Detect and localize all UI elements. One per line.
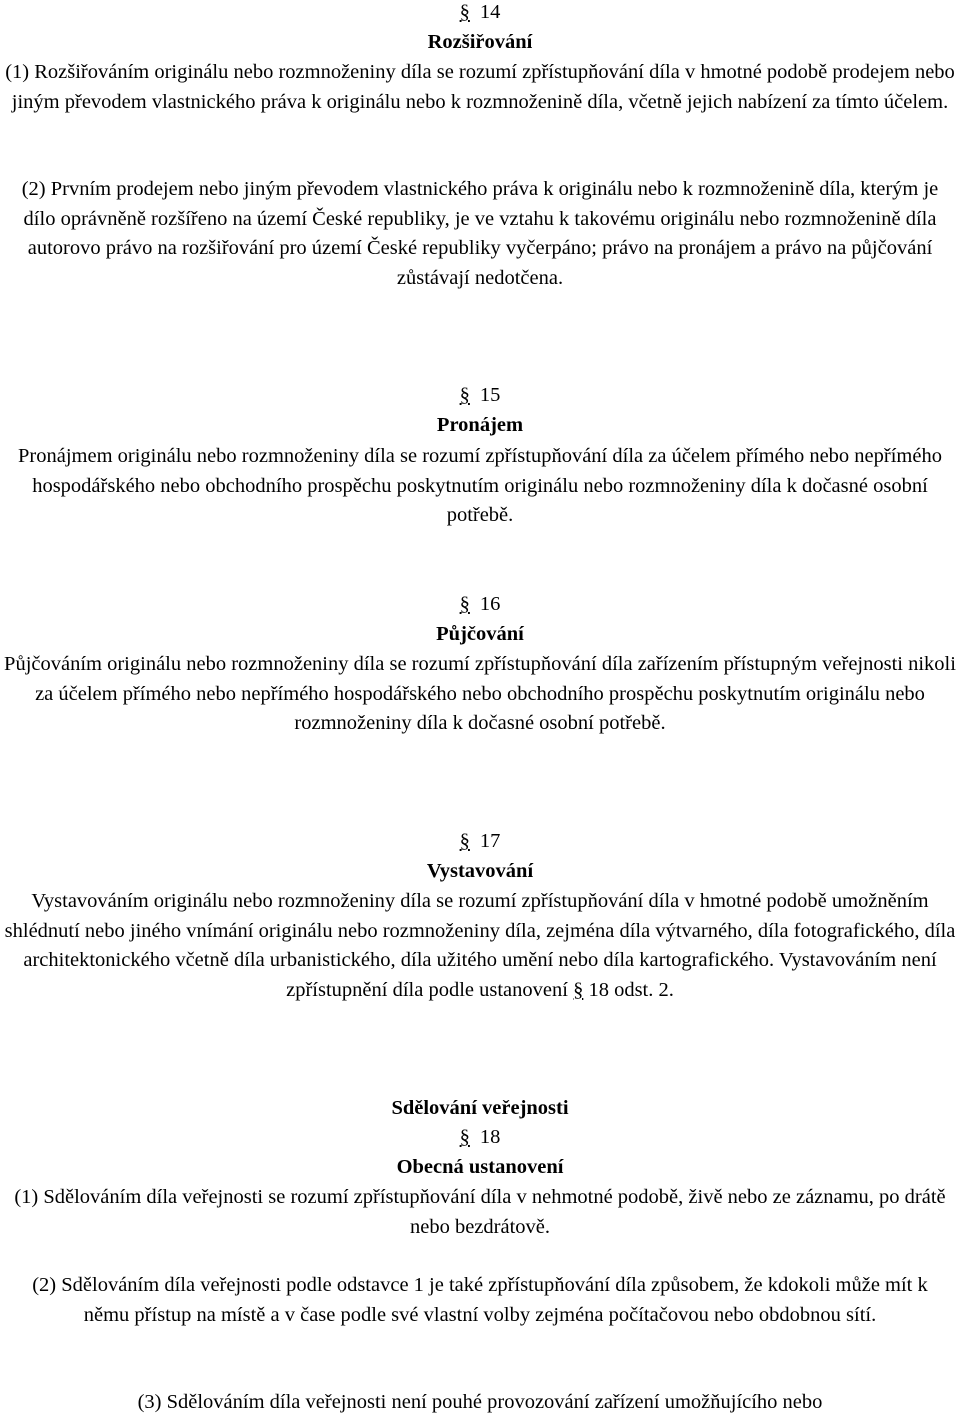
section-sign: § bbox=[459, 830, 470, 852]
section-number: 18 bbox=[479, 1126, 501, 1148]
section-number: 16 bbox=[479, 593, 501, 615]
section-18-paragraph-3: (3) Sdělováním díla veřejnosti není pouhé provozování zařízení umožňujícího nebo bbox=[137, 1391, 823, 1413]
section-15-paragraph-1: Pronájmem originálu nebo rozmnoženiny díla se rozumí zpřístupňování díla za účelem přímého nebo nepřímého hospodářského nebo obchodního prospěchu poskytnutím originálu nebo rozmnoženiny díla k dočasné osobní potřebě. bbox=[18, 445, 942, 527]
section-number: 15 bbox=[479, 384, 501, 406]
section-14-paragraph-1: (1) Rozšiřováním originálu nebo rozmnoženiny díla se rozumí zpřístupňování díla v hmotné podobě prodejem nebo jiným převodem vlastnického práva k originálu nebo k rozmnoženině díla, včetně jejich nabízení za tímto účelem. bbox=[5, 61, 955, 113]
section-17-number bbox=[4, 827, 956, 857]
section-17-paragraph-1 bbox=[4, 887, 956, 1005]
section-sign: § bbox=[459, 1, 470, 23]
section-number: 14 bbox=[479, 1, 501, 23]
section-18-title: Obecná ustanovení bbox=[396, 1156, 564, 1178]
section-18-number bbox=[4, 1123, 956, 1153]
section-15-number bbox=[4, 381, 956, 411]
section-reference-sign: § bbox=[573, 978, 584, 1001]
section-16-title: Půjčování bbox=[436, 623, 524, 645]
section-17-text: Vystavováním originálu nebo rozmnoženiny díla se rozumí zpřístupňování díla v hmotné podobě umožněním shlédnutí nebo jiného vnímání originálu nebo rozmnoženiny díla, zejména díla výtvarného, díla fotografického, díla architektonického včetně díla urbanistického, díla užitého umění nebo díla kartografického. Vystavováním není zpřístupnění díla podle ustanovení bbox=[4, 890, 956, 1001]
section-18-paragraph-1: (1) Sdělováním díla veřejnosti se rozumí zpřístupňování díla v nehmotné podobě, živě nebo ze záznamu, po drátě nebo bezdrátově. bbox=[14, 1186, 946, 1238]
section-17-title: Vystavování bbox=[426, 860, 534, 882]
section-15-title: Pronájem bbox=[436, 414, 524, 436]
section-18-paragraph-2: (2) Sdělováním díla veřejnosti podle odstavce 1 je také zpřístupňování díla způsobem, že kdokoli může mít k němu přístup na místě a v čase podle své vlastní volby zejména počítačovou nebo obdobnou sítí. bbox=[32, 1274, 928, 1326]
section-16-paragraph-1: Půjčováním originálu nebo rozmnoženiny díla se rozumí zpřístupňování díla zařízením přístupným veřejnosti nikoli za účelem přímého nebo nepřímého hospodářského nebo obchodního prospěchu poskytnutím originálu nebo rozmnoženiny díla k dočasné osobní potřebě. bbox=[4, 653, 956, 735]
section-14-paragraph-2: (2) Prvním prodejem nebo jiným převodem vlastnického práva k originálu nebo k rozmnoženině díla, kterým je dílo oprávněně rozšířeno na území České republiky, je ve vztahu k takovému originálu nebo rozmnoženině díla autorovo právo na rozšiřování pro území České republiky vyčerpáno; právo na pronájem a právo na půjčování zůstávají nedotčena. bbox=[21, 178, 939, 289]
section-number: 17 bbox=[479, 830, 501, 852]
section-14-number bbox=[4, 0, 956, 28]
section-17-text-end: 18 odst. 2. bbox=[583, 978, 674, 1001]
section-sign: § bbox=[459, 384, 470, 406]
section-14-title: Rozšiřování bbox=[427, 31, 533, 53]
section-sign: § bbox=[459, 1126, 470, 1148]
section-16-number bbox=[4, 590, 956, 620]
part-title: Sdělování veřejnosti bbox=[391, 1097, 569, 1119]
section-sign: § bbox=[459, 593, 470, 615]
